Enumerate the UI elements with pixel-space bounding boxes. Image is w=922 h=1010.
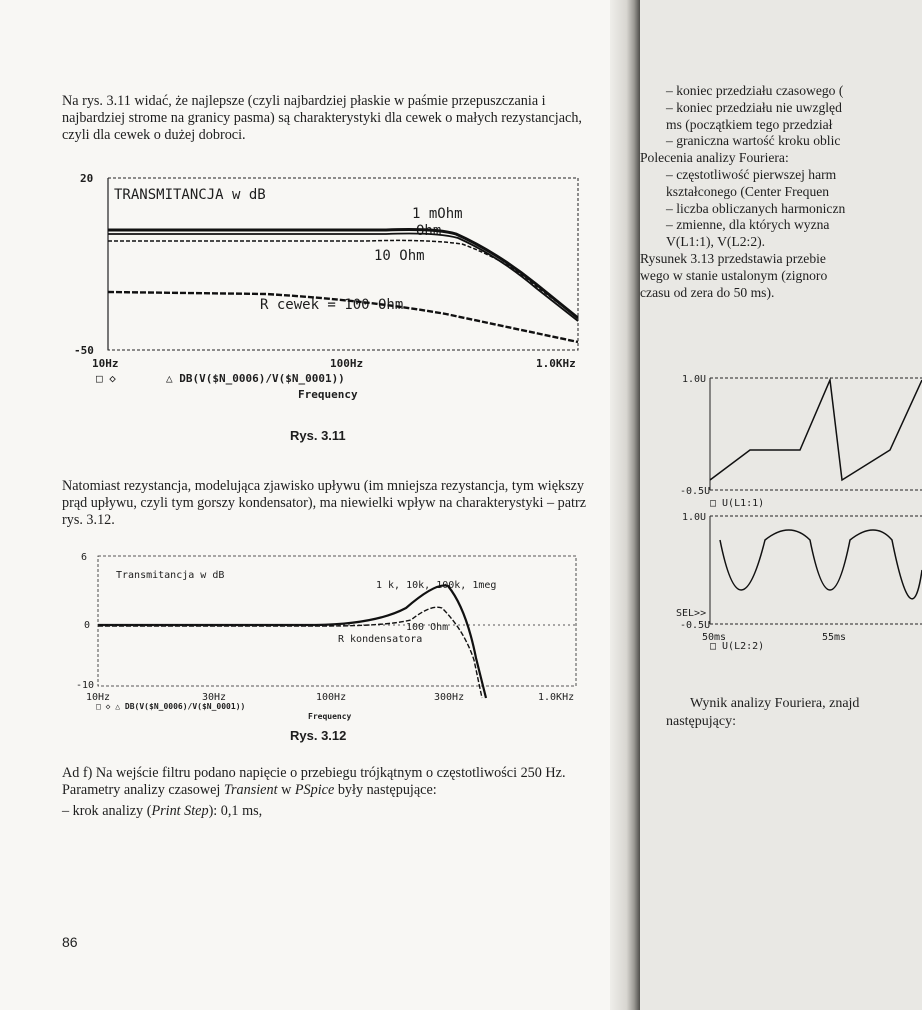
legend-symbols-2: □ ◇: [96, 702, 111, 711]
para3-italic-pspice: PSpice: [294, 782, 335, 798]
x-tick2-30hz: 30Hz: [202, 692, 227, 703]
x-axis-label: Frequency: [298, 388, 358, 401]
bullet-text: – krok analizy (: [62, 803, 152, 819]
right-line: – zmienne, dla których wyzna: [666, 217, 830, 233]
x-axis-label-2: Frequency: [308, 712, 352, 721]
right-line: – graniczna wartość kroku oblic: [666, 133, 841, 149]
curve-100ohm: [108, 292, 578, 342]
right-line: – koniec przedziału nie uwzględ: [666, 99, 842, 115]
fig3-bot-y2: -0.5U: [680, 620, 711, 631]
figure-3-13: [676, 370, 922, 652]
sine-wave: [720, 530, 922, 599]
y-top-label-2: 6: [81, 552, 88, 563]
paragraph-leakage: Natomiast rezystancja, modelująca zjawisko upływu (im mniejsza rezystancja, tym większy prąd upływu, czyli tym gorszy kondensator), ma niewielki wpływ na charakterystyki – patrz rys. 3.12.: [62, 478, 587, 528]
fig3-top-y1: 1.0U: [682, 374, 707, 385]
right-line: – liczba obliczanych harmoniczn: [666, 200, 846, 216]
fig3-x-55ms: 55ms: [822, 632, 847, 643]
fig3-legend1: □ U(L1:1): [710, 498, 765, 509]
bullet-italic: Print Step: [151, 803, 209, 819]
right-line: – koniec przedziału czasowego (: [666, 83, 844, 98]
bullet-print-step: [62, 803, 262, 820]
right-line: ms (początkiem tego przedział: [666, 116, 833, 132]
right-tail-2: następujący:: [666, 714, 736, 729]
x-tick2-300hz: 300Hz: [434, 692, 465, 703]
book-gutter: [610, 0, 640, 1010]
curve-label-1k: 1 k, 10k, 100k, 1meg: [376, 580, 497, 591]
x-tick-100hz: 100Hz: [330, 357, 364, 370]
para3-text-a: Ad f) Na wejście filtru podano napięcie o przebiegu trójkątnym o częstotliwości 250 Hz. Parametry analizy czasowej: [62, 765, 566, 798]
paragraph-intro: Na rys. 3.11 widać, że najlepsze (czyli najbardziej płaskie w paśmie przepuszczania i najbardziej strome na granicy pasma) są charakterystyki dla cewek o małych rezystancjach, czyli dla cewek o dużej dobroci.: [62, 93, 582, 143]
caption-3-11: Rys. 3.11: [290, 428, 346, 443]
figure-3-11: [66, 168, 596, 418]
curve-label-100ohm: R cewek = 100 Ohm: [260, 297, 404, 313]
paragraph-triangle: [62, 765, 598, 799]
y-bottom-label-2: -10: [76, 680, 95, 691]
fig3-top-y2: 1.0U: [682, 512, 707, 523]
plot-title: TRANSMITANCJA w dB: [114, 187, 266, 203]
fig3-x-50ms: 50ms: [702, 632, 727, 643]
fig3-sel: SEL>>: [676, 608, 707, 619]
right-line: kształconego (Center Frequen: [666, 183, 830, 199]
right-line: V(L1:1), V(L2:2).: [666, 234, 766, 250]
caption-3-12: Rys. 3.12: [290, 728, 347, 743]
para3-text-mid: w: [277, 782, 295, 798]
curve-label-100ohm-2: 100 Ohm: [406, 622, 449, 633]
y-bottom-label: -50: [74, 344, 94, 357]
fig3-bot-y1: -0.5U: [680, 486, 711, 497]
fig3-legend2: □ U(L2:2): [710, 641, 765, 652]
x-tick2-100hz: 100Hz: [316, 692, 347, 703]
x-tick2-1khz: 1.0KHz: [538, 692, 575, 703]
right-text-list: [640, 83, 846, 301]
y-top-label: 20: [80, 172, 94, 185]
curve-label-1mohm: 1 mOhm: [412, 206, 463, 222]
para3-text-b: były następujące:: [334, 782, 437, 798]
legend-symbols: □ ◇: [96, 372, 116, 385]
page-number: 86: [62, 934, 78, 950]
right-tail-1: Wynik analizy Fouriera, znajd: [690, 696, 860, 711]
curve-label-10ohm: 10 Ohm: [374, 248, 425, 264]
plot-title-2: Transmitancja w dB: [116, 570, 225, 581]
figure-3-12: [76, 548, 596, 708]
right-line: Polecenia analizy Fouriera:: [640, 150, 789, 166]
x-tick-1khz: 1.0KHz: [536, 357, 576, 370]
right-line: – częstotliwość pierwszej harm: [666, 166, 837, 182]
curve-label-ohm: Ohm: [416, 223, 442, 239]
legend-trace: △ DB(V($N_0006)/V($N_0001)): [166, 372, 345, 385]
curve-100ohm-2: [98, 607, 482, 698]
para3-italic-transient: Transient: [223, 782, 278, 798]
curve-label-rkond: R kondensatora: [338, 634, 423, 645]
curve-high-r: [98, 585, 486, 698]
bullet-end: ): 0,1 ms,: [208, 803, 263, 819]
y-mid-label-2: 0: [84, 620, 91, 631]
x-tick2-10hz: 10Hz: [86, 692, 111, 703]
right-line: wego w stanie ustalonym (zignoro: [640, 267, 828, 283]
triangle-wave: [710, 380, 922, 480]
right-line: Rysunek 3.13 przedstawia przebie: [640, 250, 826, 266]
right-page: [640, 0, 922, 1010]
x-tick-10hz: 10Hz: [92, 357, 119, 370]
legend-trace-2: △ DB(V($N_0006)/V($N_0001)): [115, 702, 246, 711]
right-line: czasu od zera do 50 ms).: [640, 284, 775, 300]
legend-2: [96, 702, 245, 711]
